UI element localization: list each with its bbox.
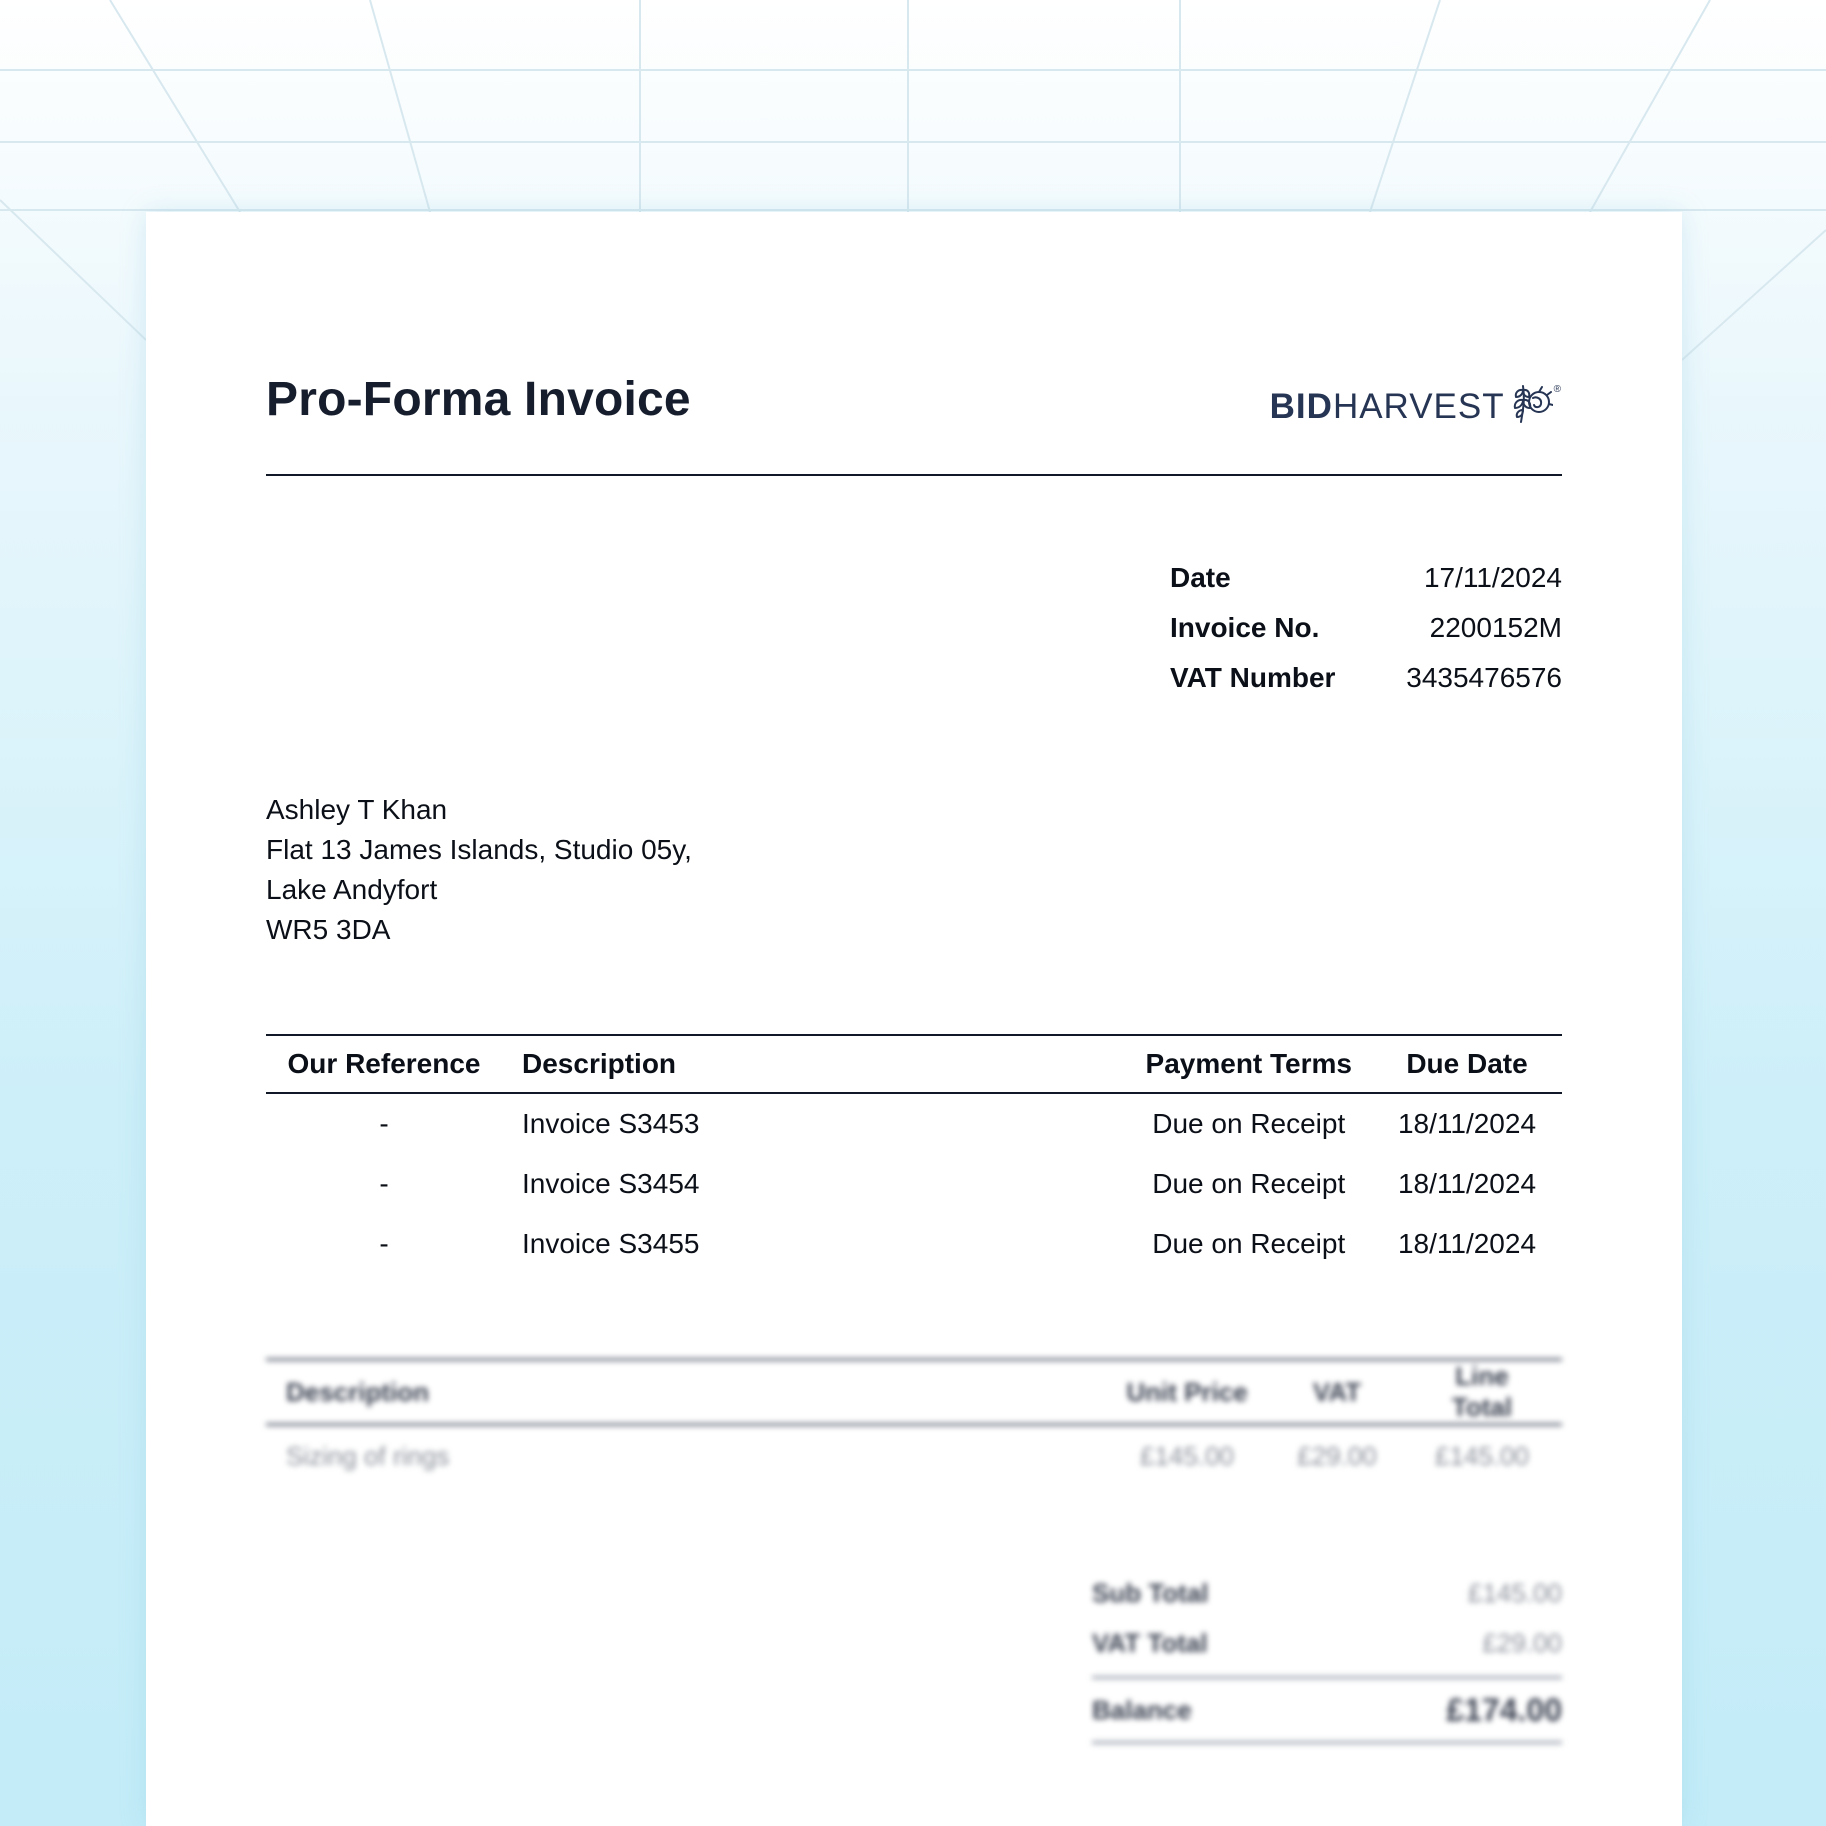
col-header-vat: VAT: [1272, 1360, 1402, 1425]
meta-label: VAT Number: [1170, 662, 1336, 693]
reference-table: [266, 1034, 1562, 1274]
recipient-address: [266, 790, 692, 950]
sub-total-row: [1092, 1568, 1562, 1618]
address-line: WR5 3DA: [266, 914, 391, 945]
address-line: Lake Andyfort: [266, 874, 438, 905]
col-header-description: Description: [502, 1035, 1126, 1093]
vat-total-row: [1092, 1618, 1562, 1668]
table-header-row: [266, 1035, 1562, 1093]
cell-due-date: 18/11/2024: [1397, 1228, 1537, 1259]
table-row: [266, 1093, 1562, 1154]
cell-reference: -: [379, 1228, 389, 1259]
meta-row-invoice-no: [1170, 612, 1562, 662]
cell-vat: £29.00: [1297, 1440, 1377, 1471]
cell-reference: -: [379, 1168, 389, 1199]
col-header-line-total: Line Total: [1402, 1360, 1562, 1425]
balance-label: Balance: [1092, 1694, 1192, 1725]
cell-line-total: £145.00: [1435, 1440, 1529, 1471]
table-row: [266, 1154, 1562, 1214]
invoice-title: Pro-Forma Invoice: [266, 373, 691, 426]
col-header-due-date: Due Date: [1372, 1035, 1562, 1093]
table-row: [266, 1425, 1562, 1487]
logo-light-text: HARVEST: [1332, 386, 1505, 426]
cell-description: Invoice S3455: [522, 1228, 700, 1259]
invoice-meta: [1170, 562, 1562, 712]
meta-label: Invoice No.: [1170, 612, 1320, 643]
cell-due-date: 18/11/2024: [1397, 1108, 1537, 1139]
cell-payment-terms: Due on Receipt: [1152, 1168, 1346, 1199]
meta-value: 2200152M: [1429, 612, 1562, 643]
meta-value: 3435476576: [1406, 662, 1562, 693]
col-header-unit-price: Unit Price: [1102, 1360, 1272, 1425]
cell-due-date: 18/11/2024: [1397, 1168, 1537, 1199]
cell-payment-terms: Due on Receipt: [1152, 1228, 1346, 1259]
header-divider: [266, 474, 1562, 476]
vat-total-value: £29.00: [1482, 1627, 1562, 1658]
cell-description: Invoice S3454: [522, 1168, 700, 1199]
meta-row-date: [1170, 562, 1562, 612]
meta-label: Date: [1170, 562, 1231, 593]
balance-row: [1092, 1676, 1562, 1744]
cell-payment-terms: Due on Receipt: [1152, 1108, 1346, 1139]
table-header-row: [266, 1360, 1562, 1425]
table-row: [266, 1214, 1562, 1274]
col-header-description: Description: [266, 1360, 1102, 1425]
address-line: Ashley T Khan: [266, 794, 448, 825]
sub-total-value: £145.00: [1468, 1577, 1562, 1608]
logo-bold-text: BID: [1269, 386, 1333, 426]
registered-mark: ®: [1553, 384, 1562, 395]
address-line: Flat 13 James Islands, Studio 05y,: [266, 834, 692, 865]
meta-value: 17/11/2024: [1423, 562, 1562, 593]
cell-description: Invoice S3453: [522, 1108, 700, 1139]
wheat-leaf-icon: [1509, 380, 1553, 433]
line-items-table: [266, 1358, 1562, 1486]
col-header-payment-terms: Payment Terms: [1126, 1035, 1372, 1093]
meta-row-vat-number: [1170, 662, 1562, 712]
cell-reference: -: [379, 1108, 389, 1139]
balance-value: £174.00: [1446, 1691, 1562, 1728]
invoice-sheet: [146, 212, 1682, 1826]
company-logo: [1270, 380, 1562, 433]
cell-description: Sizing of rings: [286, 1440, 450, 1471]
col-header-reference: Our Reference: [266, 1035, 502, 1093]
sub-total-label: Sub Total: [1092, 1577, 1209, 1608]
vat-total-label: VAT Total: [1092, 1627, 1208, 1658]
cell-unit-price: £145.00: [1140, 1440, 1234, 1471]
totals-summary: [1092, 1568, 1562, 1744]
